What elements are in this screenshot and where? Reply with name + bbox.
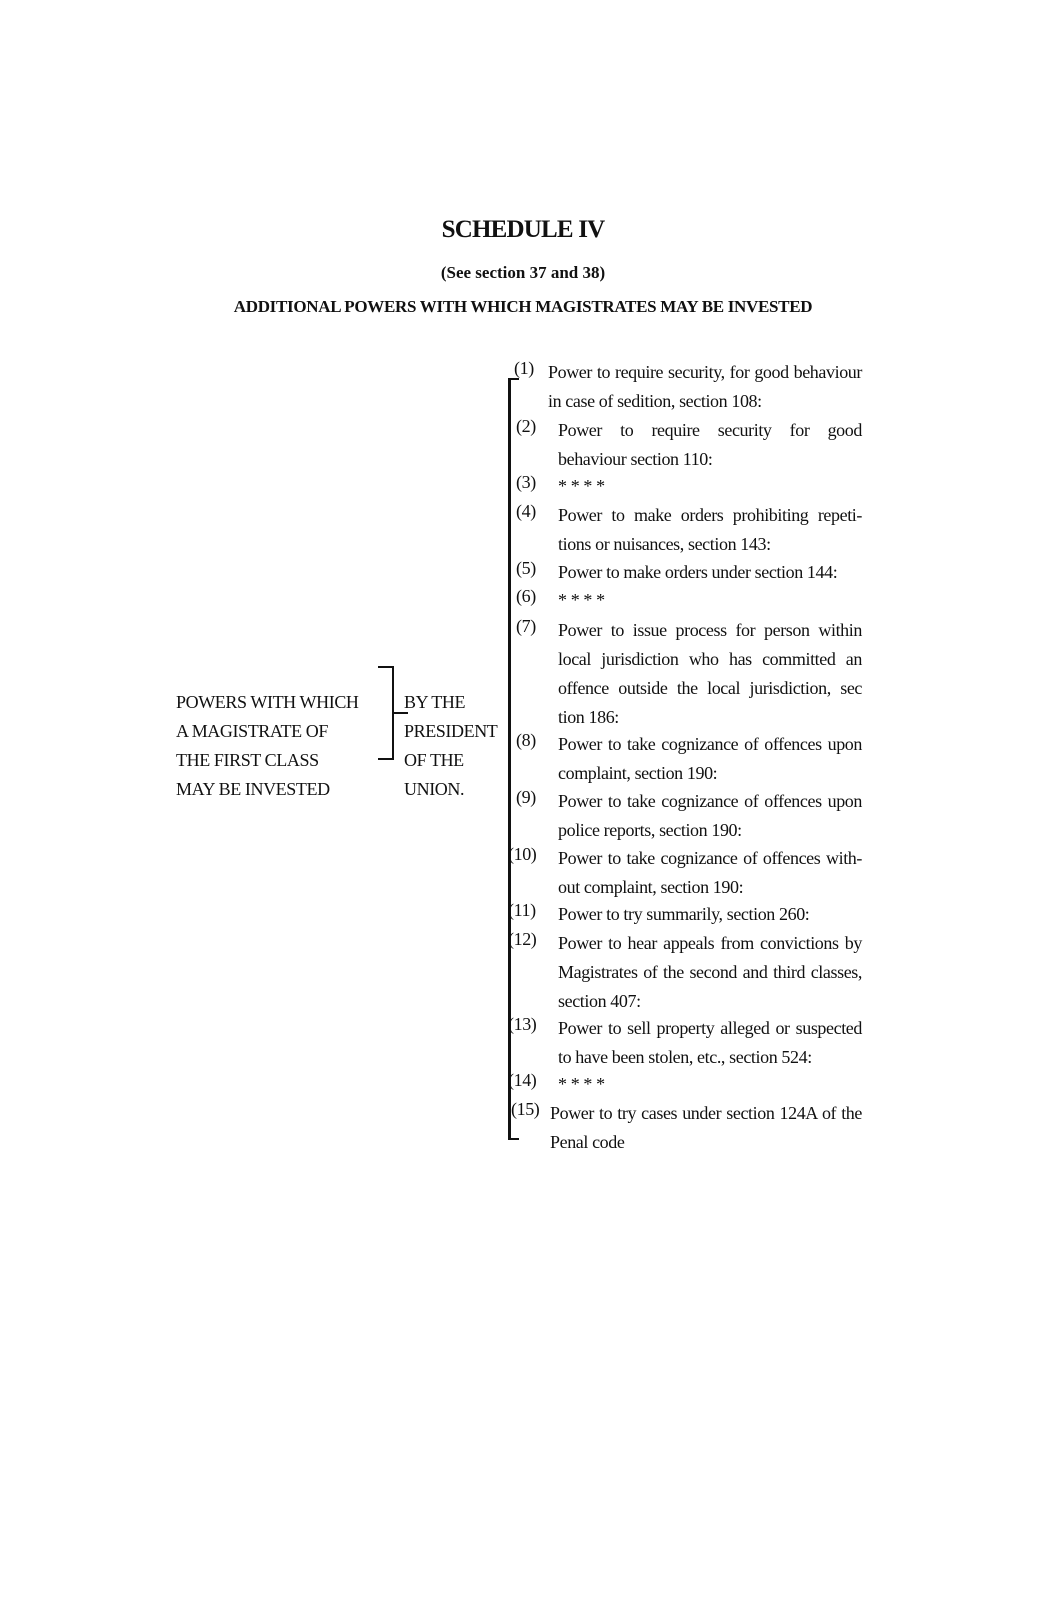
- item-text: Power to require security for good behaviour section 110:: [558, 420, 862, 469]
- by-label-line: PRESIDENT: [404, 721, 498, 741]
- item-number: (1): [514, 358, 534, 378]
- item-text: Power to sell property alleged or suspected to have been stolen, etc., section 524:: [558, 1018, 862, 1067]
- item-text: * * * *: [558, 590, 605, 610]
- item-number: (4): [516, 501, 536, 521]
- by-president-label: [404, 688, 497, 804]
- schedule-heading: ADDITIONAL POWERS WITH WHICH MAGISTRATES MAY BE INVESTED: [233, 297, 813, 316]
- item-number: (11): [508, 900, 536, 920]
- left-label-line: A MAGISTRATE OF: [176, 721, 329, 741]
- by-label-line: OF THE: [404, 750, 464, 770]
- item-text: Power to try summarily, section 260:: [558, 904, 810, 924]
- item-number: (8): [516, 730, 536, 750]
- by-label-line: UNION.: [404, 779, 465, 799]
- schedule-title: SCHEDULE IV: [441, 216, 605, 243]
- item-text: Power to take cognizance of offences with- out complaint, section 190:: [558, 848, 862, 897]
- item-number: (6): [516, 586, 536, 606]
- item-number: (7): [516, 616, 536, 636]
- small-bracket: [378, 666, 394, 760]
- left-label-line: THE FIRST CLASS: [176, 750, 319, 770]
- item-number: (12): [508, 929, 537, 949]
- first-class-powers-label: [176, 688, 359, 804]
- item-text: * * * *: [558, 476, 605, 496]
- item-text: Power to take cognizance of offences upon complaint, section 190:: [558, 734, 862, 783]
- item-text: Power to make orders prohibiting repeti- tions or nuisances, section 143:: [558, 505, 862, 554]
- item-text: Power to take cognizance of offences upon police reports, section 190:: [558, 791, 862, 840]
- item-text: Power to make orders under section 144:: [558, 562, 838, 582]
- item-text: Power to try cases under section 124A of the Penal code: [550, 1103, 862, 1152]
- item-text: Power to hear appeals from convictions by Magistrates of the second and third classes, section 407:: [558, 933, 862, 1011]
- item-number: (14): [508, 1070, 537, 1090]
- item-number: (10): [508, 844, 537, 864]
- item-text: Power to require security, for good behaviour in case of sedition, section 108:: [548, 362, 862, 411]
- item-number: (13): [508, 1014, 537, 1034]
- left-label-line: MAY BE INVESTED: [176, 779, 330, 799]
- item-number: (3): [516, 472, 536, 492]
- item-number: (5): [516, 558, 536, 578]
- schedule-subtitle: (See section 37 and 38): [440, 263, 606, 282]
- item-number: (2): [516, 416, 536, 436]
- left-label-line: POWERS WITH WHICH: [176, 692, 359, 712]
- item-number: (15): [511, 1099, 540, 1119]
- item-number: (9): [516, 787, 536, 807]
- by-label-line: BY THE: [404, 692, 466, 712]
- item-text: Power to issue process for person within local jurisdiction who has committed an offence outside the local jurisdiction, sec tion 186:: [558, 620, 862, 727]
- item-text: * * * *: [558, 1074, 605, 1094]
